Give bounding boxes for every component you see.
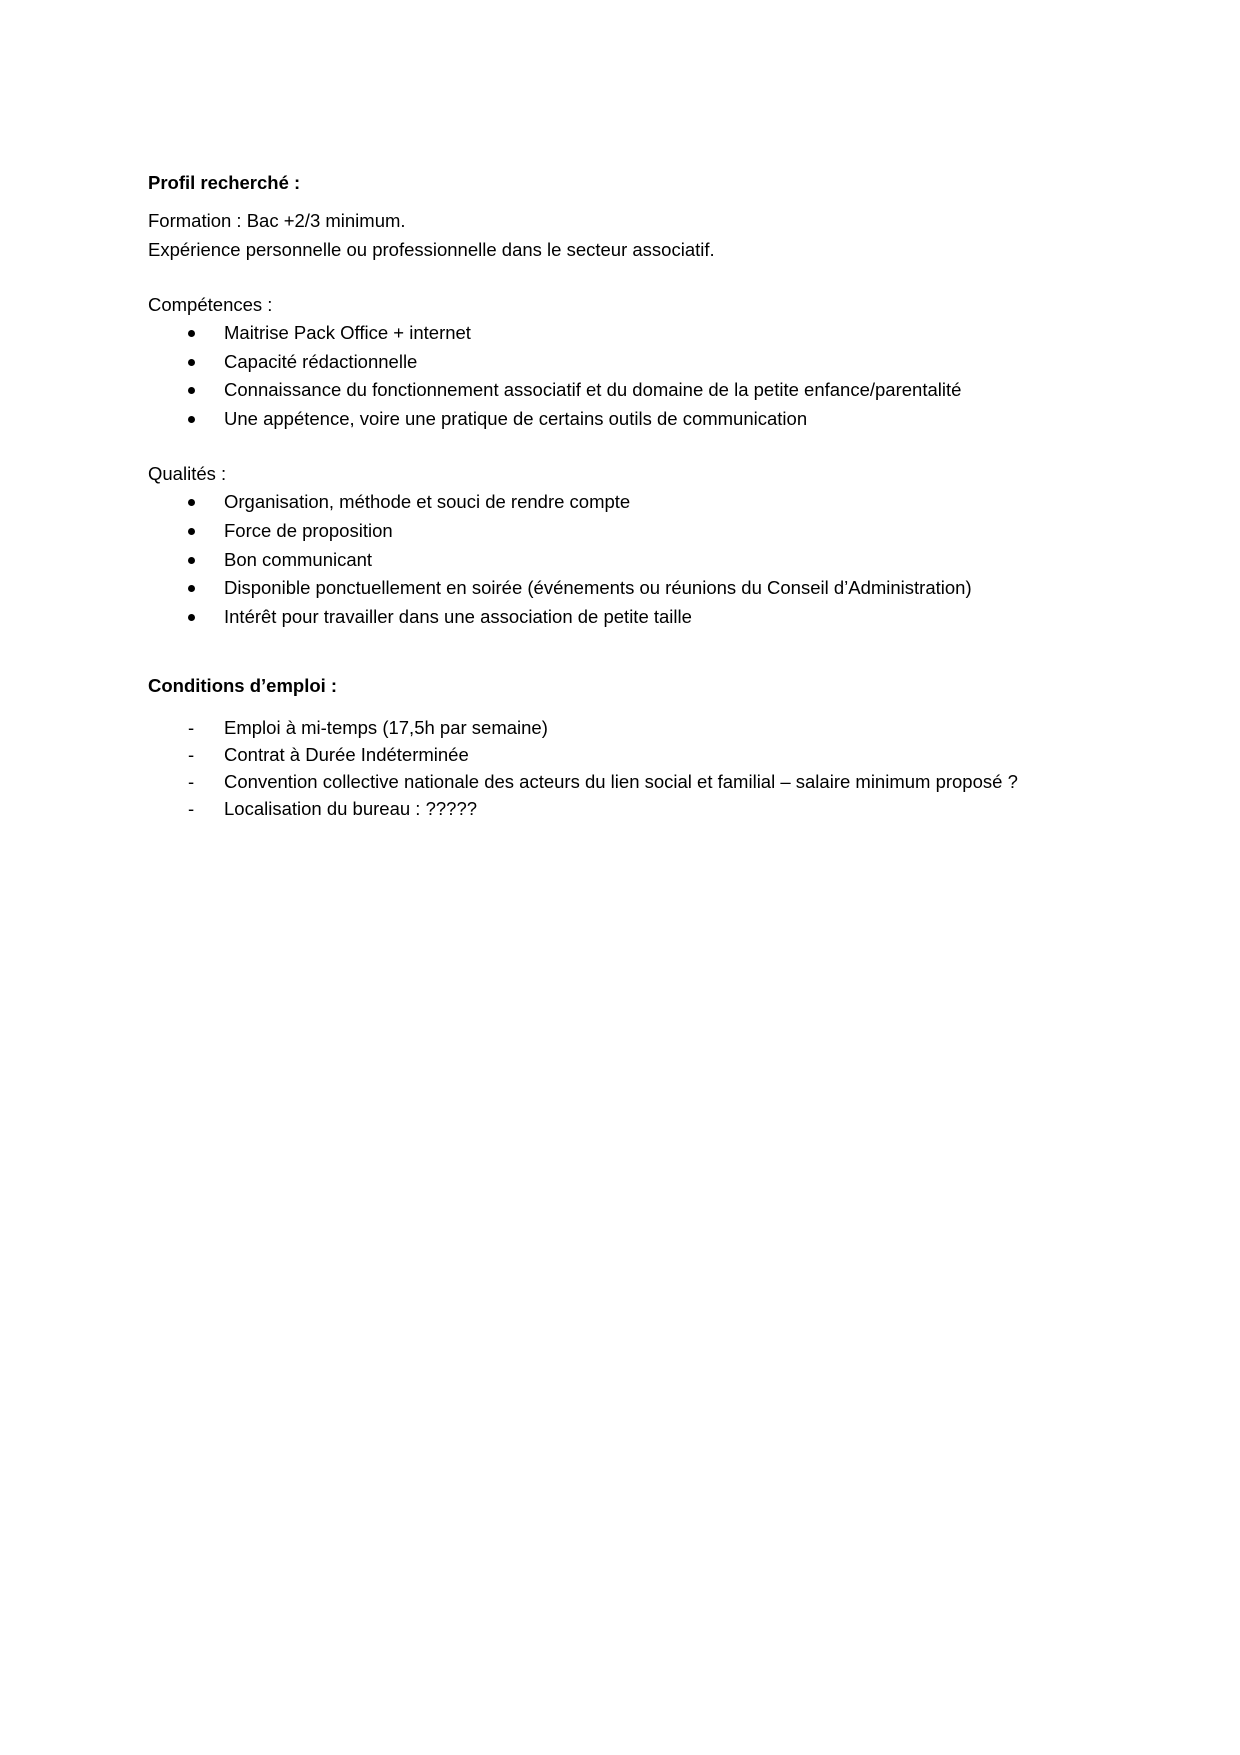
bullet-icon [188,528,195,535]
list-item-text: Force de proposition [224,519,393,541]
list-item [148,574,1108,603]
document-content [148,168,1108,822]
competences-list [148,319,1108,433]
list-item-text: Organisation, méthode et souci de rendre compte [224,491,631,513]
list-item-text: Localisation du bureau : ????? [224,798,478,820]
list-item-text: Disponible ponctuellement en soirée (événements ou réunions du Conseil d’Administration) [224,577,972,599]
bullet-icon [188,387,195,394]
list-item [148,768,1108,795]
list-item-text: Capacité rédactionnelle [224,350,418,372]
list-item [148,603,1108,632]
list-item-text: Convention collective nationale des acteurs du lien social et familial – salaire minimum proposé ? [224,771,1018,793]
list-item [148,488,1108,517]
qualites-label: Qualités : [148,463,227,485]
bullet-icon [188,359,195,366]
bullet-icon [188,614,195,621]
list-item [148,795,1108,822]
list-item [148,714,1108,741]
profil-heading: Profil recherché : [148,172,301,193]
conditions-heading: Conditions d’emploi : [148,675,338,697]
formation-line: Formation : Bac +2/3 minimum. [148,210,406,231]
list-item-text: Emploi à mi-temps (17,5h par semaine) [224,717,548,739]
list-item-text: Contrat à Durée Indéterminée [224,744,469,766]
dash-marker: - [188,798,195,820]
experience-line: Expérience personnelle ou professionnelle dans le secteur associatif. [148,239,715,260]
bullet-icon [188,499,195,506]
list-item-text: Intérêt pour travailler dans une association de petite taille [224,605,692,627]
bullet-icon [188,416,195,423]
list-item-text: Une appétence, voire une pratique de certains outils de communication [224,407,808,429]
bullet-icon [188,557,195,564]
dash-marker: - [188,771,195,793]
bullet-icon [188,330,195,337]
competences-label: Compétences : [148,294,273,315]
list-item-text: Connaissance du fonctionnement associatif et du domaine de la petite enfance/parentalité [224,379,962,401]
dash-marker: - [188,744,195,766]
list-item [148,319,1108,348]
list-item-text: Maitrise Pack Office + internet [224,322,471,343]
bullet-icon [188,585,195,592]
qualites-list [148,488,1108,631]
list-item [148,376,1108,405]
list-item [148,517,1108,546]
list-item [148,405,1108,434]
list-item [148,741,1108,768]
conditions-list [148,714,1108,822]
list-item [148,546,1108,575]
dash-marker: - [188,717,195,739]
list-item [148,348,1108,377]
list-item-text: Bon communicant [224,548,373,570]
